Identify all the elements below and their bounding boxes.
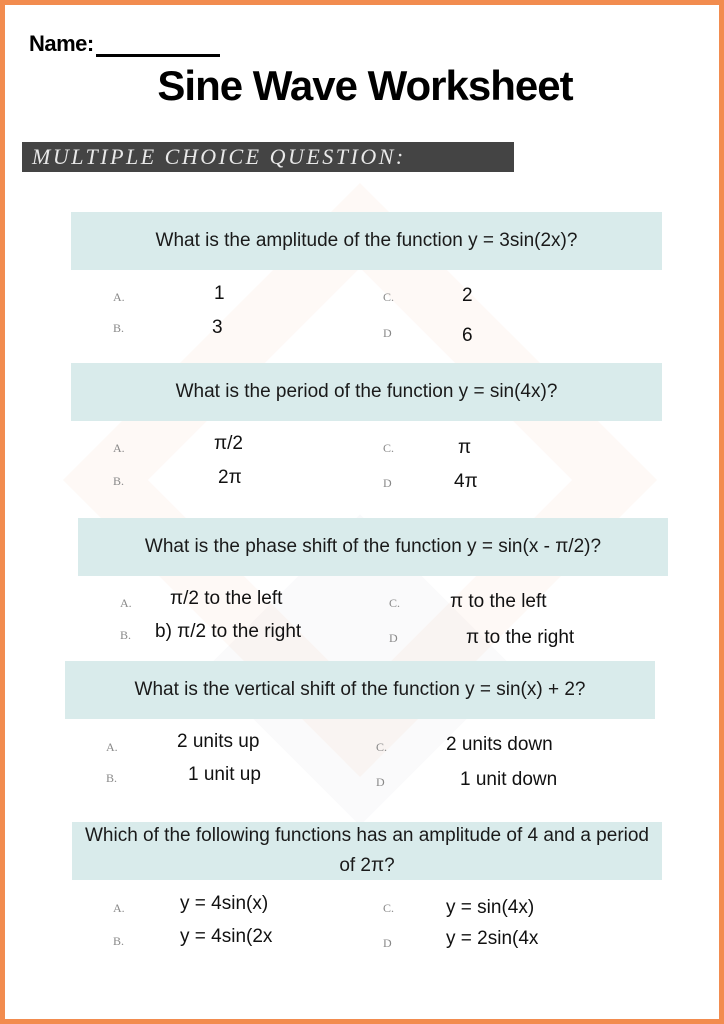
question-4 [65, 661, 655, 719]
question-3 [78, 518, 668, 576]
question-5 [72, 822, 662, 880]
option-label: C. [376, 740, 388, 754]
option-label: D [383, 476, 392, 490]
question-text: What is the amplitude of the function y = 3sin(2x)? [155, 230, 578, 251]
option-label: B. [113, 321, 125, 335]
option-label: C. [383, 441, 395, 455]
option-answer[interactable]: y = 4sin(x) [180, 893, 269, 914]
option-label: D [389, 631, 398, 645]
option-answer[interactable]: 1 [214, 283, 225, 304]
option-label: C. [389, 596, 401, 610]
name-label: Name: [29, 31, 94, 56]
option-answer[interactable]: 2 units down [446, 734, 553, 755]
option-label: C. [383, 290, 395, 304]
name-blank-line[interactable] [96, 34, 220, 57]
option-answer[interactable]: 2 units up [177, 731, 260, 752]
name-field[interactable] [29, 31, 220, 57]
option-answer[interactable]: y = sin(4x) [446, 897, 535, 918]
option-label: D [383, 326, 392, 340]
option-answer[interactable]: 3 [212, 317, 223, 338]
option-label: B. [106, 771, 118, 785]
option-answer[interactable]: 6 [462, 325, 473, 346]
question-2 [71, 363, 662, 421]
option-answer[interactable]: 1 unit up [188, 764, 261, 785]
option-label: C. [383, 901, 395, 915]
option-answer[interactable]: 1 unit down [460, 769, 558, 790]
question-text: What is the phase shift of the function y = sin(x - π/2)? [144, 536, 602, 557]
question-1 [71, 212, 662, 270]
option-answer[interactable]: π to the left [450, 591, 547, 612]
option-label: A. [106, 740, 118, 754]
option-label: B. [113, 474, 125, 488]
option-answer[interactable]: y = 2sin(4x [446, 928, 539, 949]
option-answer[interactable]: 4π [454, 471, 478, 492]
option-answer[interactable]: b) π/2 to the right [155, 621, 302, 642]
option-label: A. [113, 290, 125, 304]
option-label: A. [113, 441, 125, 455]
option-label: B. [113, 934, 125, 948]
option-answer[interactable]: π/2 [214, 433, 243, 454]
option-label: A. [120, 596, 132, 610]
option-label: B. [120, 628, 132, 642]
option-answer[interactable]: 2π [218, 467, 242, 488]
option-answer[interactable]: π [458, 437, 472, 458]
worksheet-title: Sine Wave Worksheet [157, 62, 573, 109]
question-text: What is the vertical shift of the function y = sin(x) + 2? [134, 679, 586, 700]
option-label: D [376, 775, 385, 789]
section-heading: MULTIPLE CHOICE QUESTION: [22, 142, 514, 172]
option-answer[interactable]: y = 4sin(2x [180, 926, 273, 947]
question-text: Which of the following functions has an amplitude of 4 and a period of 2π? [84, 825, 650, 876]
option-answer[interactable]: π to the right [466, 627, 575, 648]
option-answer[interactable]: 2 [462, 285, 473, 306]
question-text: What is the period of the function y = sin(4x)? [175, 381, 558, 402]
option-label: D [383, 936, 392, 950]
option-label: A. [113, 901, 125, 915]
option-answer[interactable]: π/2 to the left [170, 588, 283, 609]
